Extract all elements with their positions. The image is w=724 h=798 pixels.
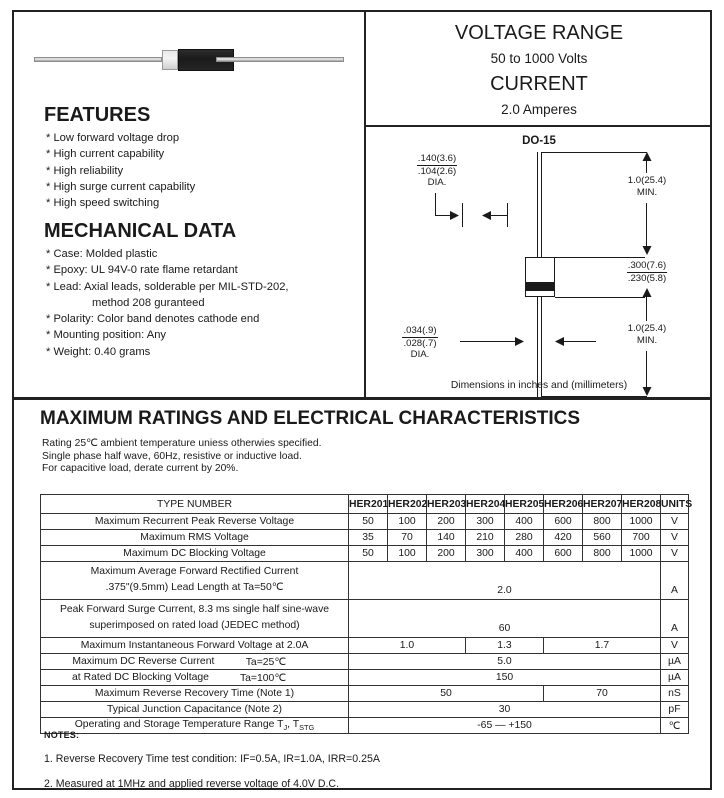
value-cell: 400	[505, 514, 544, 530]
body-dia-arrow-left	[481, 211, 491, 221]
voltage-range-title: VOLTAGE RANGE	[454, 22, 624, 44]
part-header: HER206	[544, 495, 583, 514]
mechanical-data-title: MECHANICAL DATA	[44, 220, 237, 242]
value-cell: 50	[349, 514, 388, 530]
param-line-2: .375"(9.5mm) Lead Length at Ta=50℃	[105, 582, 284, 593]
param-line-2: superimposed on rated load (JEDEC method)	[89, 620, 300, 631]
param-label: Maximum DC Blocking Voltage	[41, 546, 349, 562]
table-row	[41, 702, 689, 718]
mechanical-data-list	[46, 246, 289, 360]
param-condition: Ta=100℃	[239, 672, 286, 684]
body-dia-leader-v	[435, 193, 436, 215]
param-text: Maximum DC Reverse Current	[72, 655, 215, 667]
param-label: Maximum Reverse Recovery Time (Note 1)	[41, 686, 349, 702]
top-section	[14, 12, 710, 397]
unit-cell: µA	[661, 670, 689, 686]
param-label: Maximum RMS Voltage	[41, 530, 349, 546]
condition-line: For capacitive load, derate current by 20%.	[42, 463, 239, 475]
upper-length-arrow-top	[642, 152, 652, 162]
lead-dia-leader-left	[460, 341, 516, 342]
body-dia-tick-right	[507, 203, 508, 227]
value-cell-span: 2.0	[349, 562, 661, 600]
value-cell: 600	[544, 514, 583, 530]
lead-dia-arrow-left	[554, 337, 564, 347]
body-diameter-label: .140(3.6) .104(2.6) DIA.	[417, 153, 457, 188]
top-baseline	[541, 152, 647, 153]
param-label: Operating and Storage Temperature Range $T_J$, $T_{STG}$	[41, 718, 349, 734]
footnotes	[44, 730, 380, 790]
note-item: 2. Measured at 1MHz and applied reverse voltage of 4.0V D.C.	[44, 778, 340, 790]
lead-diameter-label: .034(.9) .028(.7) DIA.	[403, 325, 437, 360]
feature-item: * High speed switching	[46, 197, 160, 210]
value-cell: 600	[544, 546, 583, 562]
param-condition: Ta=25℃	[245, 656, 286, 668]
mechanical-item: * Weight: 0.40 grams	[46, 345, 151, 358]
value-cell: 140	[427, 530, 466, 546]
note-item: 1. Reverse Recovery Time test condition: IF=0.5A, IR=1.0A, IRR=0.25A	[44, 753, 380, 765]
unit-cell: V	[661, 638, 689, 654]
upper-lead-length-label: 1.0(25.4) MIN.	[627, 175, 667, 198]
lead-dia-leader-right	[562, 341, 596, 342]
param-label: Typical Junction Capacitance (Note 2)	[41, 702, 349, 718]
left-column	[14, 12, 364, 397]
mechanical-item: * Case: Molded plastic	[46, 248, 158, 260]
value-cell-span: 1.3	[466, 638, 544, 654]
table-row	[41, 562, 689, 600]
part-header: HER207	[583, 495, 622, 514]
mechanical-item: method 208 guranteed	[92, 296, 205, 309]
param-line-1: Maximum Average Forward Rectified Current	[90, 566, 299, 577]
diode-cathode-band-drawing	[525, 282, 555, 291]
feature-item: * Low forward voltage drop	[46, 132, 180, 144]
unit-cell: A	[661, 562, 689, 600]
value-cell-span: 30	[349, 702, 661, 718]
value-cell-span: 1.7	[544, 638, 661, 654]
part-header: HER208	[622, 495, 661, 514]
diode-body-outline	[525, 257, 555, 297]
upper-length-line-b	[646, 203, 647, 247]
unit-cell: µA	[661, 654, 689, 670]
table-header-row	[41, 495, 689, 514]
notes-heading: NOTES:	[44, 730, 80, 740]
param-label: Maximum Recurrent Peak Reverse Voltage	[41, 514, 349, 530]
value-cell: 35	[349, 530, 388, 546]
unit-cell: A	[661, 600, 689, 638]
value-cell: 100	[388, 546, 427, 562]
current-value: 2.0 Amperes	[501, 102, 577, 117]
value-cell: 50	[349, 546, 388, 562]
value-cell: 1000	[622, 546, 661, 562]
body-dia-arrow-right	[450, 211, 460, 221]
unit-cell: V	[661, 530, 689, 546]
condition-line: Rating 25℃ ambient temperature uniess otherwies specified.	[42, 438, 322, 449]
value-cell: 800	[583, 546, 622, 562]
part-header: HER204	[466, 495, 505, 514]
value-cell-span: -65 — +150	[349, 718, 661, 734]
mechanical-item: * Mounting position: Any	[46, 329, 167, 342]
value-cell-span: 60	[349, 600, 661, 638]
body-length-arrow-up	[642, 288, 652, 298]
ratings-conditions	[42, 438, 321, 476]
part-header: HER201	[349, 495, 388, 514]
value-cell: 200	[427, 546, 466, 562]
body-length-ext-bottom	[555, 297, 645, 298]
value-cell: 300	[466, 546, 505, 562]
current-title: CURRENT	[490, 73, 588, 95]
value-cell: 200	[427, 514, 466, 530]
table-row	[41, 600, 689, 638]
param-text: at Rated DC Blocking Voltage	[72, 671, 209, 683]
param-label: Maximum Instantaneous Forward Voltage at 2.0A	[41, 638, 349, 654]
section-divider	[14, 397, 710, 400]
unit-cell: nS	[661, 686, 689, 702]
value-cell: 300	[466, 514, 505, 530]
features-title: FEATURES	[44, 104, 151, 126]
value-cell: 420	[544, 530, 583, 546]
table-row	[41, 686, 689, 702]
voltage-range-value: 50 to 1000 Volts	[490, 51, 588, 66]
value-cell: 800	[583, 514, 622, 530]
value-cell: 700	[622, 530, 661, 546]
unit-cell: pF	[661, 702, 689, 718]
unit-cell: V	[661, 546, 689, 562]
body-dia-leader-h2	[490, 215, 508, 216]
units-header: UNITS	[661, 495, 689, 514]
lead-dia-arrow-right	[515, 337, 525, 347]
param-line-1: Peak Forward Surge Current, 8.3 ms single half sine-wave	[59, 604, 330, 615]
unit-cell: V	[661, 514, 689, 530]
mechanical-item: * Epoxy: UL 94V-0 rate flame retardant	[46, 264, 238, 277]
value-cell: 210	[466, 530, 505, 546]
feature-item: * High surge current capability	[46, 180, 196, 193]
type-number-header: TYPE NUMBER	[41, 495, 349, 514]
body-dia-tick-left	[462, 203, 463, 227]
param-label	[41, 562, 349, 600]
upper-length-arrow-bottom	[642, 245, 652, 255]
upper-length-line-a	[646, 161, 647, 173]
dimensions-footnote: Dimensions in inches and (millimeters)	[450, 380, 628, 391]
body-length-label: .300(7.6) .230(5.8)	[627, 260, 667, 284]
diode-lead-upper	[537, 152, 538, 257]
part-header: HER205	[505, 495, 544, 514]
condition-line: Single phase half wave, 60Hz, resistive or inductive load.	[42, 450, 302, 462]
value-cell: 70	[388, 530, 427, 546]
table-row	[41, 514, 689, 530]
voltage-current-box	[366, 12, 712, 125]
table-row	[41, 670, 689, 686]
value-cell: 1000	[622, 514, 661, 530]
param-label	[41, 670, 349, 686]
value-cell: 400	[505, 546, 544, 562]
diode-product-image	[34, 42, 344, 76]
table-row	[41, 546, 689, 562]
lower-lead-length-label: 1.0(25.4) MIN.	[627, 323, 667, 346]
table-row	[41, 638, 689, 654]
value-cell-span: 1.0	[349, 638, 466, 654]
value-cell: 560	[583, 530, 622, 546]
mechanical-item: * Lead: Axial leads, solderable per MIL-STD-202,	[46, 280, 289, 293]
part-header: HER202	[388, 495, 427, 514]
diode-cathode-band	[162, 50, 178, 70]
value-cell: 280	[505, 530, 544, 546]
diode-lead-left	[34, 57, 162, 62]
package-drawing	[366, 127, 712, 397]
table-row	[41, 530, 689, 546]
lower-length-line-a	[646, 297, 647, 321]
diode-lead-upper-2	[541, 152, 542, 257]
specifications-table	[40, 494, 693, 734]
unit-cell: ℃	[661, 718, 689, 734]
param-label	[41, 654, 349, 670]
diode-lead-right	[216, 57, 344, 62]
value-cell-span: 5.0	[349, 654, 661, 670]
package-name-label: DO-15	[522, 135, 556, 147]
datasheet-page	[12, 10, 712, 790]
part-header: HER203	[427, 495, 466, 514]
features-list	[46, 130, 195, 211]
body-dia-leader-h	[435, 215, 451, 216]
ratings-title: MAXIMUM RATINGS AND ELECTRICAL CHARACTERISTICS	[40, 408, 581, 429]
mechanical-item: * Polarity: Color band denotes cathode end	[46, 313, 260, 326]
param-label	[41, 600, 349, 638]
value-cell-span: 50	[349, 686, 544, 702]
value-cell: 100	[388, 514, 427, 530]
table-row	[41, 654, 689, 670]
feature-item: * High current capability	[46, 148, 165, 161]
value-cell-span: 150	[349, 670, 661, 686]
body-length-ext-top	[555, 257, 645, 258]
feature-item: * High reliability	[46, 164, 124, 177]
value-cell-span: 70	[544, 686, 661, 702]
